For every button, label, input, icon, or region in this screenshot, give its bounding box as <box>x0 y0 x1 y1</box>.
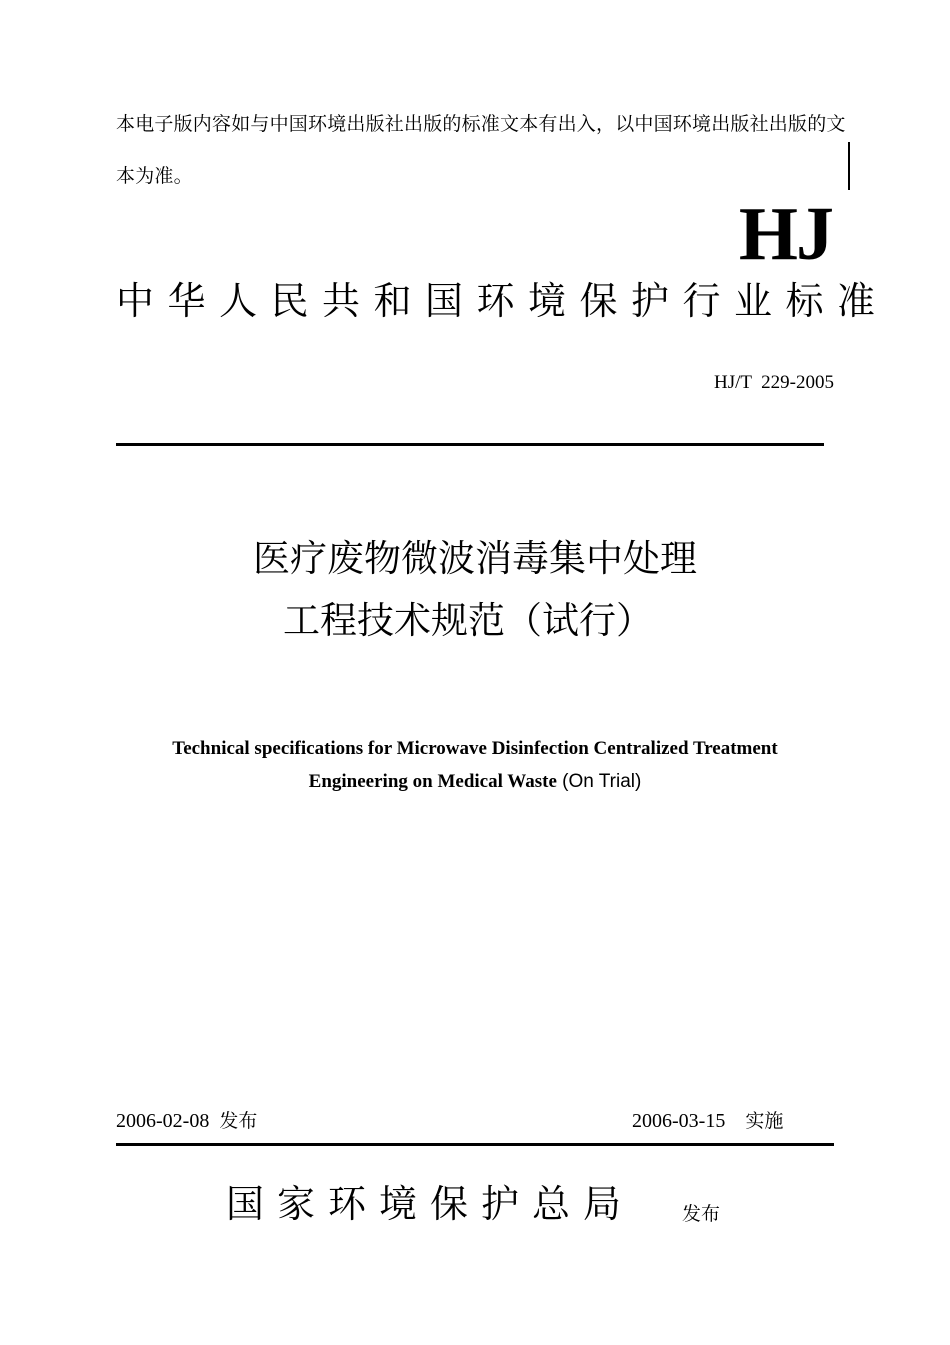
title-english-main: Engineering on Medical Waste <box>308 771 557 792</box>
standard-number: HJ/T 229-2005 <box>714 372 834 393</box>
title-english-line-1: Technical specifications for Microwave Disinfection Centralized Treatment <box>172 738 778 759</box>
title-chinese-line-1: 医疗废物微波消毒集中处理 <box>253 537 697 580</box>
copyright-notice: 本电子版内容如与中国环境出版社出版的标准文本有出入，以中国环境出版社出版的文本为准。 <box>116 113 846 187</box>
issue-date: 2006-02-08 <box>116 1110 210 1132</box>
title-english-trial: (On Trial) <box>556 771 642 792</box>
bottom-divider <box>116 1143 834 1146</box>
issuer-suffix: 发布 <box>682 1203 721 1225</box>
implement-label: 实施 <box>745 1110 784 1132</box>
standard-category: 中华人民共和国环境保护行业标准 <box>116 279 889 323</box>
issuer-name: 国家环境保护总局 <box>226 1182 635 1226</box>
implement-date-block <box>632 1106 783 1133</box>
title-chinese-line-2: 工程技术规范（试行） <box>283 599 653 642</box>
margin-rule <box>848 142 850 190</box>
title-english-line-2 <box>110 765 840 799</box>
issue-date-block <box>116 1106 257 1133</box>
issue-label: 发布 <box>219 1110 258 1132</box>
implement-date: 2006-03-15 <box>632 1110 726 1132</box>
top-divider <box>116 443 824 446</box>
hj-logo: HJ <box>738 192 832 276</box>
